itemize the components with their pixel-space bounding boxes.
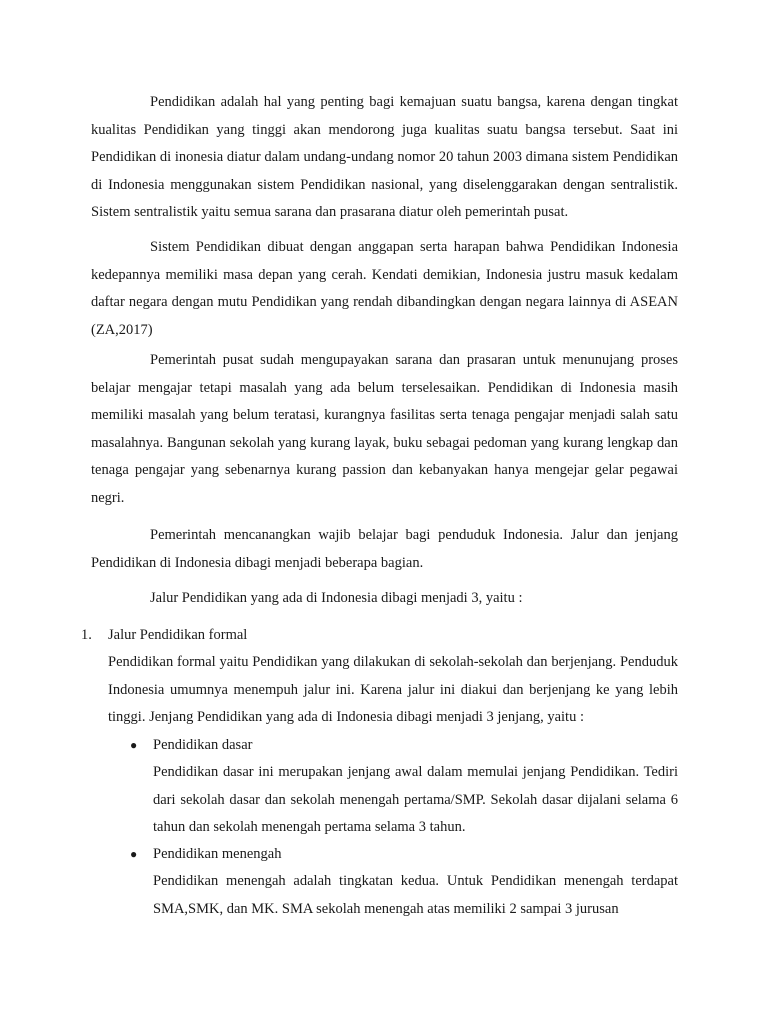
bullet-icon: ●	[130, 847, 138, 861]
paragraph-paths: Jalur Pendidikan yang ada di Indonesia dibagi menjadi 3, yaitu :	[150, 590, 523, 606]
paragraph-intro: Pendidikan adalah hal yang penting bagi kemajuan suatu bangsa, karena dengan tingkat kualitas Pendidikan yang tinggi akan mendorong juga kualitas suatu bangsa tersebut. Saat ini Pendidikan di inonesia diatur dalam undang-undang nomor 20 tahun 2003 dimana sistem Pendidikan di Indonesia menggunakan sistem Pendidikan nasional, yang diselenggarakan dengan sentralistik. Sistem sentralistik yaitu semua sarana dan prasarana diatur oleh pemerintah pusat.	[91, 94, 678, 220]
list-number: 1.	[81, 627, 92, 643]
bullet-title-secondary: Pendidikan menengah	[153, 846, 282, 862]
paragraph-problems: Pemerintah pusat sudah mengupayakan sarana dan prasaran untuk menunujang proses belajar mengajar tetapi masalah yang ada belum terselesaikan. Pendidikan di Indonesia masih memiliki masalah yang belum teratasi, kurangnya fasilitas serta tenaga pengajar menjadi salah satu masalahnya. Bangunan sekolah yang kurang layak, buku sebagai pedoman yang kurang lengkap dan tenaga pengajar yang sebenarnya kurang passion dan kebanyakan hanya mengejar gelar pegawai negri.	[91, 352, 678, 506]
bullet-body-basic: Pendidikan dasar ini merupakan jenjang awal dalam memulai jenjang Pendidikan. Tediri dari sekolah dasar dan sekolah menengah pertama/SMP. Sekolah dasar dijalani selama 6 tahun dan sekolah menengah pertama selama 3 tahun.	[153, 764, 678, 835]
list-item-title: Jalur Pendidikan formal	[108, 627, 248, 643]
bullet-title-basic: Pendidikan dasar	[153, 737, 253, 753]
paragraph-system: Sistem Pendidikan dibuat dengan anggapan serta harapan bahwa Pendidikan Indonesia kedepannya memiliki masa depan yang cerah. Kendati demikian, Indonesia justru masuk kedalam daftar negara dengan mutu Pendidikan yang rendah dibandingkan dengan negara lainnya di ASEAN (ZA,2017)	[91, 239, 678, 338]
bullet-icon: ●	[130, 738, 138, 752]
list-item-body: Pendidikan formal yaitu Pendidikan yang dilakukan di sekolah-sekolah dan berjenjang. Penduduk Indonesia umumnya menempuh jalur ini. Karena jalur ini diakui dan berjenjang ke yang lebih tinggi. Jenjang Pendidikan yang ada di Indonesia dibagi menjadi 3 jenjang, yaitu :	[108, 654, 678, 725]
paragraph-compulsory: Pemerintah mencanangkan wajib belajar bagi penduduk Indonesia. Jalur dan jenjang Pendidikan di Indonesia dibagi menjadi beberapa bagian.	[91, 527, 678, 571]
bullet-body-secondary: Pendidikan menengah adalah tingkatan kedua. Untuk Pendidikan menengah terdapat SMA,SMK, dan MK. SMA sekolah menengah atas memiliki 2 sampai 3 jurusan	[153, 873, 678, 917]
